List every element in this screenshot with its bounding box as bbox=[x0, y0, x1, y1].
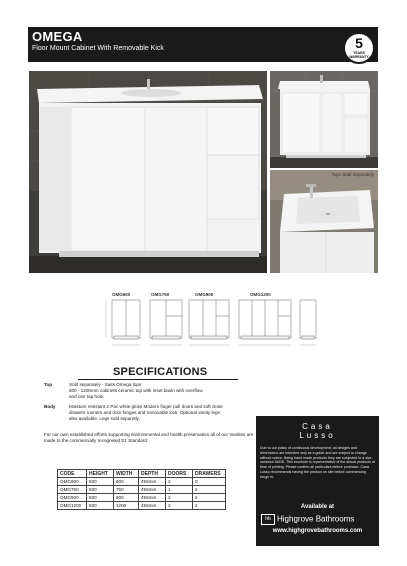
col-drawers: DRAWERS bbox=[193, 470, 226, 478]
main-product-photo bbox=[29, 71, 267, 273]
spec-line: drawers runners and door hinges and removable kick. Optional vanity legs bbox=[69, 410, 220, 415]
col-height: HEIGHT bbox=[87, 470, 114, 478]
col-depth: DEPTH bbox=[139, 470, 166, 478]
cabinet-front-photo bbox=[270, 71, 378, 168]
table-row bbox=[58, 502, 226, 510]
header-bar bbox=[28, 27, 378, 62]
warranty-badge bbox=[343, 32, 375, 64]
logo-line-2: Lusso bbox=[299, 431, 336, 440]
table-row bbox=[58, 478, 226, 486]
cell-depth: 455mm bbox=[139, 502, 166, 510]
spec-key: Body bbox=[44, 404, 56, 409]
cell-drawers: 2 bbox=[193, 502, 226, 510]
drawing-label-omg600: OMG600 bbox=[112, 292, 131, 297]
cell-code: OMG1200 bbox=[58, 502, 87, 510]
cell-code: OMG600 bbox=[58, 478, 87, 486]
spec-line: Moisture resistant 2 Pac white gloss Modern finger pull doors and soft close bbox=[69, 404, 223, 409]
drawing-label-omg1200: OMG1200 bbox=[250, 292, 271, 297]
cell-width: 900 bbox=[114, 494, 139, 502]
spec-key: Top bbox=[44, 382, 53, 387]
cell-width: 1200 bbox=[114, 502, 139, 510]
spec-line: 600 - 1200mm cabinets ceramic top with inset basin with overflow bbox=[69, 388, 203, 393]
cell-depth: 455mm bbox=[139, 494, 166, 502]
cell-height: 830 bbox=[87, 486, 114, 494]
spec-value bbox=[69, 382, 279, 400]
cell-doors: 2 bbox=[166, 494, 193, 502]
retailer-name: Highgrove Bathrooms bbox=[277, 514, 355, 524]
cell-depth: 455mm bbox=[139, 486, 166, 494]
policy-text: Due to our policy of continuous development, all designs and dimensions are intended only as a guide and are subject to change without notice. Being hand made products they are subjected to a size variance 5&OE. This brochure is representative of the actual products at time of printing. Please confirm all particulars before purchase. Casa Lusso recommends having the product on site before commencing rough in. bbox=[260, 446, 375, 479]
spec-line: and one tap hole. bbox=[69, 394, 105, 399]
cell-height: 830 bbox=[87, 502, 114, 510]
e1-standard-note: For our own established efforts supporting environmental and health preservation all of our Vanities are made to the commercially recognised E1 Standard. bbox=[44, 432, 254, 443]
cell-doors: 2 bbox=[166, 478, 193, 486]
logo-line-1: Casa bbox=[302, 422, 333, 431]
spec-line: also available. Legs sold separetly, bbox=[69, 416, 140, 421]
cell-width: 600 bbox=[114, 478, 139, 486]
cell-width: 750 bbox=[114, 486, 139, 494]
warranty-label-years: YEARS bbox=[353, 51, 365, 55]
cell-drawers: 2 bbox=[193, 486, 226, 494]
cell-height: 830 bbox=[87, 494, 114, 502]
cell-drawers: 2 bbox=[193, 494, 226, 502]
cell-height: 830 bbox=[87, 478, 114, 486]
cell-doors: 1 bbox=[166, 486, 193, 494]
basin-top-photo bbox=[270, 170, 378, 273]
table-row bbox=[58, 494, 226, 502]
cell-drawers: 0 bbox=[193, 478, 226, 486]
col-code: CODE bbox=[58, 470, 87, 478]
specifications-heading: SPECIFICATIONS bbox=[113, 366, 208, 378]
warranty-label-warranty: WARRANTY bbox=[349, 55, 369, 59]
specifications-rule bbox=[78, 379, 238, 380]
spec-value bbox=[69, 404, 279, 422]
col-width: WIDTH bbox=[114, 470, 139, 478]
spec-line: Sold separately - Suits Omega tops bbox=[69, 382, 142, 387]
product-title: OMEGA bbox=[32, 29, 83, 44]
table-header-row bbox=[58, 470, 226, 478]
table-row bbox=[58, 486, 226, 494]
retailer-logo bbox=[261, 514, 354, 525]
hb-logo-icon: hb bbox=[261, 514, 275, 525]
casa-lusso-logo bbox=[288, 422, 347, 440]
retailer-url[interactable]: www.highgrovebathrooms.com bbox=[272, 528, 363, 534]
product-codes-table bbox=[57, 469, 226, 510]
cell-depth: 455mm bbox=[139, 478, 166, 486]
photo-caption: Tops Sold Separately bbox=[331, 172, 374, 177]
cell-code: OMG750 bbox=[58, 486, 87, 494]
product-subtitle: Floor Mount Cabinet With Removable Kick bbox=[32, 45, 164, 52]
warranty-years: 5 bbox=[355, 35, 363, 51]
available-at-label: Available at bbox=[300, 504, 335, 510]
drawing-label-omg750: OMG750 bbox=[151, 292, 170, 297]
drawing-label-omg900: OMG900 bbox=[195, 292, 214, 297]
casa-lusso-panel bbox=[256, 416, 379, 546]
cell-code: OMG900 bbox=[58, 494, 87, 502]
cell-doors: 2 bbox=[166, 502, 193, 510]
col-doors: DOORS bbox=[166, 470, 193, 478]
